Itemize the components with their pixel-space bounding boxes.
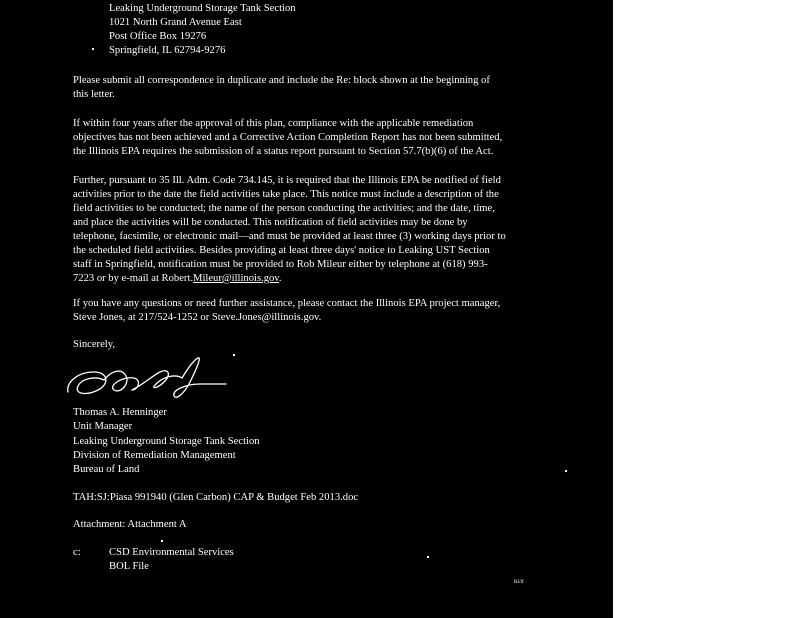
scan-speck (161, 540, 163, 542)
signer-bureau: Bureau of Land (73, 464, 140, 475)
email-link-mileur[interactable]: Mileur@illinois.gov (193, 273, 279, 284)
closing: Sincerely, (73, 339, 115, 350)
paragraph-3-line-4: and place the activities will be conducted. This notification of field activities may be done by (73, 217, 468, 228)
signer-division: Division of Remediation Management (73, 450, 236, 461)
scan-speck (233, 354, 235, 356)
address-line-1: Leaking Underground Storage Tank Section (109, 3, 296, 14)
attachment-line: Attachment: Attachment A (73, 519, 187, 530)
paragraph-1-line-1: Please submit all correspondence in duplicate and include the Re: block shown at the beginning of (73, 75, 490, 86)
address-line-4: Springfield, IL 62794-9276 (109, 45, 226, 56)
cc-label: c: (73, 547, 81, 558)
paragraph-4-line-2: Steve Jones, at 217/524-1252 or Steve.Jones@illinois.gov. (73, 312, 322, 323)
scan-speck (427, 556, 429, 558)
paragraph-2-line-3: the Illinois EPA requires the submission of a status report pursuant to Section 57.7(b)(6) of the Act. (73, 146, 494, 157)
cc-item-1: CSD Environmental Services (109, 547, 234, 558)
paragraph-3-line-6: the scheduled field activities. Besides providing at least three days' notice to Leaking UST Section (73, 245, 490, 256)
corner-mark: RJ/lf (514, 580, 524, 585)
paragraph-2-line-1: If within four years after the approval of this plan, compliance with the applicable remediation (73, 118, 474, 129)
paragraph-3-end: . (278, 273, 282, 284)
file-reference: TAH:SJ:Piasa 991940 (Glen Carbon) CAP & Budget Feb 2013.doc (73, 492, 359, 503)
address-line-3: Post Office Box 19276 (109, 31, 207, 42)
scan-speck (92, 48, 94, 50)
signature-image (64, 354, 229, 402)
paragraph-3-line-5: telephone, facsimile, or electronic mail—and must be provided at least three (3) working days prior to (73, 231, 506, 242)
paragraph-4-line-1: If you have any questions or need further assistance, please contact the Illinois EPA project manager, (73, 298, 501, 309)
paragraph-2-line-2: objectives has not been achieved and a Corrective Action Completion Report has not been submitted, (73, 132, 503, 143)
paragraph-3-line-1: Further, pursuant to 35 Ill. Adm. Code 734.145, it is required that the Illinois EPA be notified of field (73, 175, 501, 186)
cc-item-2: BOL File (109, 561, 149, 572)
signer-title: Unit Manager (73, 421, 133, 432)
signer-name: Thomas A. Henninger (73, 407, 167, 418)
paragraph-3-line-3: field activities to be conducted; the name of the person conducting the activities; and the date, time, (73, 203, 495, 214)
paragraph-3-line-8-text: 7223 or by e-mail at Robert. (73, 273, 194, 284)
signer-section: Leaking Underground Storage Tank Section (73, 436, 260, 447)
paragraph-3-line-7: staff in Springfield, notification must be provided to Rob Mileur either by telephone at (618) 993- (73, 259, 488, 270)
scan-speck (565, 470, 567, 472)
paragraph-3-line-2: activities prior to the date the field activities take place. This notice must include a description of the (73, 189, 499, 200)
paragraph-3-line-8 (73, 272, 282, 286)
address-line-2: 1021 North Grand Avenue East (109, 17, 242, 28)
paragraph-1-line-2: this letter. (73, 89, 115, 100)
